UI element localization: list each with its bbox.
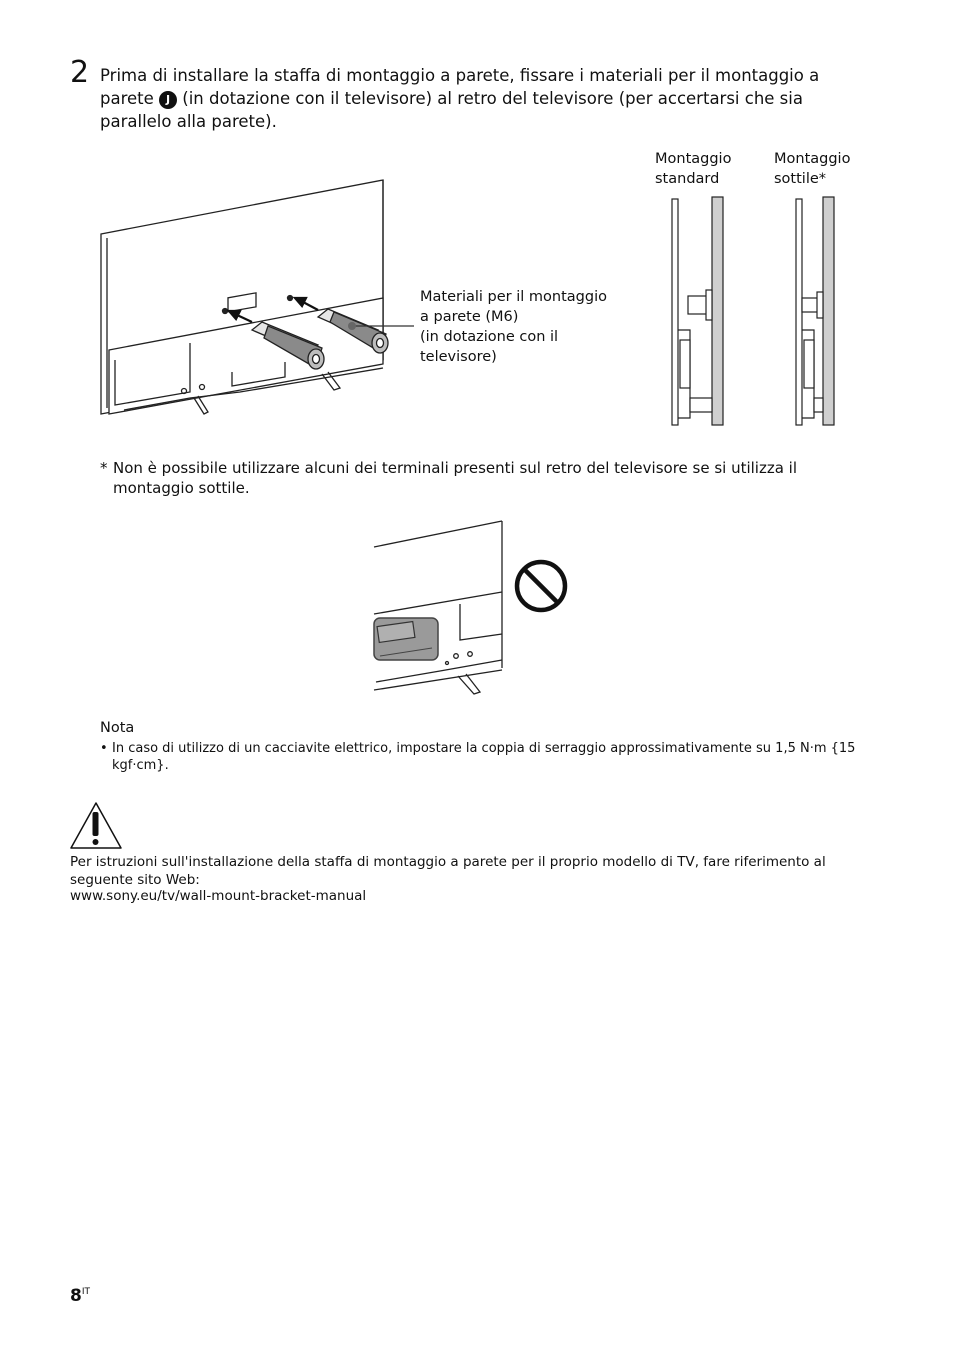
manual-url-link[interactable]: www.sony.eu/tv/wall-mount-bracket-manual xyxy=(70,888,367,904)
part-j-badge-icon: J xyxy=(159,91,177,109)
step-text-after: (in dotazione con il televisore) al retro del televisore (per accertarsi che sia parallelo alla parete). xyxy=(100,89,803,131)
callout-line-2: a parete (M6) xyxy=(420,309,519,325)
slim-label-line-2: sottile* xyxy=(774,171,827,187)
page-number-value: 8 xyxy=(70,1286,82,1306)
callout-line-3: (in dotazione con il xyxy=(420,329,559,345)
step-number: 2 xyxy=(70,55,90,90)
footnote-text: Non è possibile utilizzare alcuni dei terminali presenti sul retro del televisore se si utilizza il montaggio sottile. xyxy=(113,459,798,497)
note-title: Nota xyxy=(100,720,135,736)
footnote-mark: * xyxy=(100,459,108,477)
page-number xyxy=(70,1282,90,1306)
note-text: In caso di utilizzo di un cacciavite elettrico, impostare la coppia di serraggio approssimativamente su 1,5 N·m {15 kgf·cm}. xyxy=(112,741,856,773)
step-text-before: Prima di installare la staffa di montaggio a parete, fissare i materiali per il montaggio a parete xyxy=(100,66,820,108)
standard-label-line-2: standard xyxy=(655,171,720,187)
callout-line-4: televisore) xyxy=(420,349,497,365)
note-bullet: • xyxy=(100,741,108,756)
installation-instructions-text: Per istruzioni sull'installazione della staffa di montaggio a parete per il proprio modello di TV, fare riferimento al seguente sito Web: xyxy=(70,854,826,888)
slim-label-line-1: Montaggio xyxy=(774,151,851,167)
standard-label-line-1: Montaggio xyxy=(655,151,732,167)
page-language-code: IT xyxy=(81,1287,90,1297)
callout-line-1: Materiali per il montaggio xyxy=(420,289,607,305)
